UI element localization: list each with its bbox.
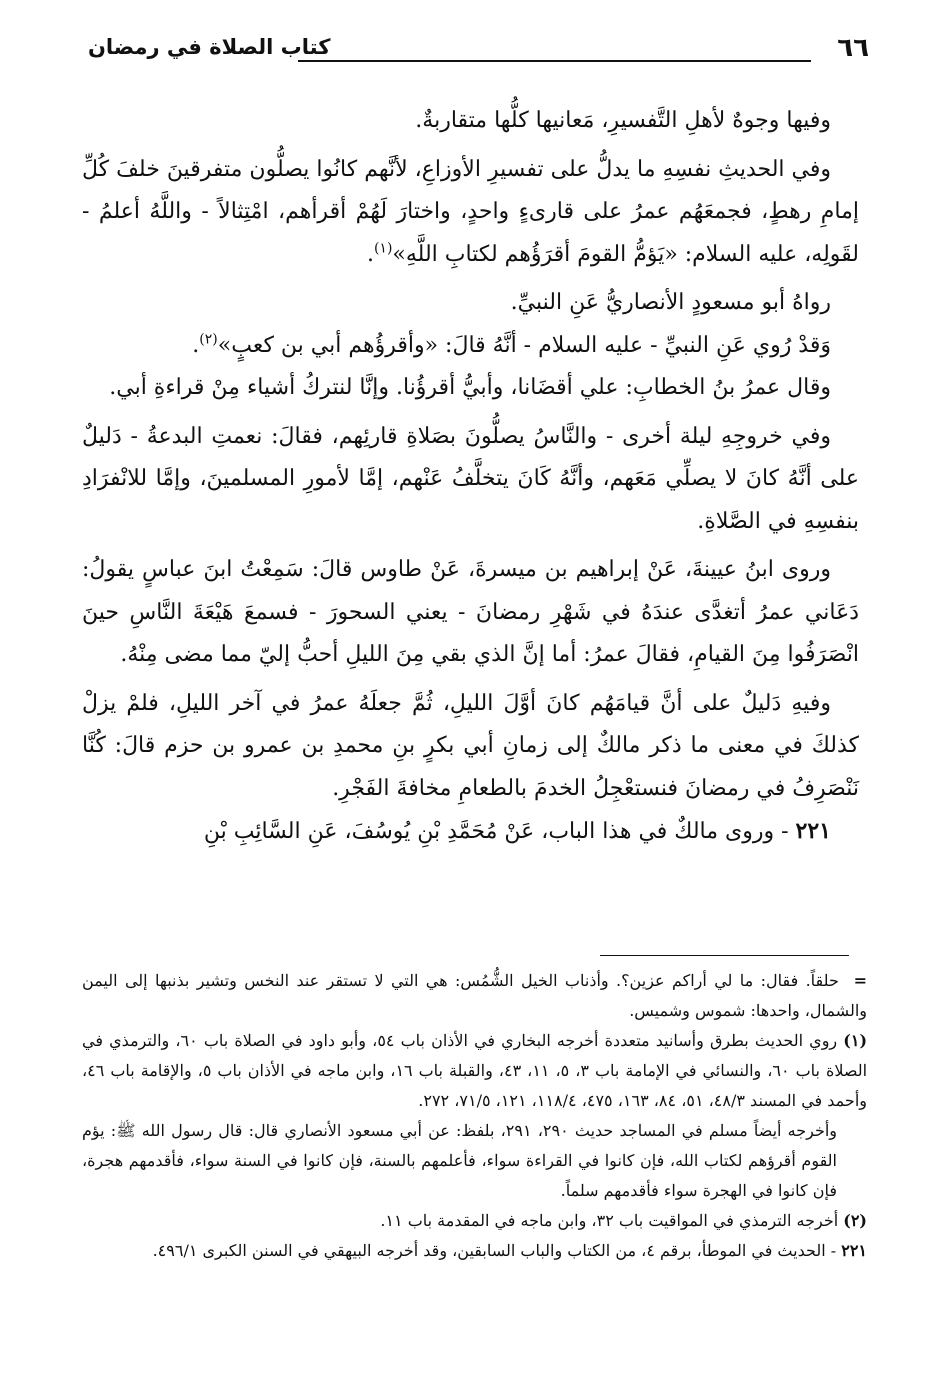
footnote-marker: (٢) xyxy=(199,331,218,348)
hadith-number: ٢٢١ xyxy=(795,818,831,844)
footnote-number: = xyxy=(853,971,867,990)
footnote xyxy=(82,1236,867,1266)
paragraph: وفي خروجِهِ ليلة أخرى - والنَّاسُ يصلُّونَ بصَلاةِ قارئِهم، فقالَ: نعمتِ البدعةُ - دَليلٌ على أنَّهُ كانَ لا يصلِّي مَعَهم، وأنَّهُ كَانَ يتخلَّفُ عَنْهم، إمَّا لأمورِ المسلمينَ، وإمَّا للانْفرَادِ بنفسِهِ في الصَّلاةِ. xyxy=(82,423,859,534)
footnote xyxy=(82,966,867,1026)
footnote-text: أخرجه الترمذي في المواقيت باب ٣٢، وابن ماجه في المقدمة باب ١١. xyxy=(380,1211,839,1230)
footnote-text: حلقاً. فقال: ما لي أراكم عزين؟. وأذناب الخيل الشُّمُس: هي التي لا تستقر عند النخس وتشير بذنبها إلى اليمن والشمال، واحدها: شموس وشميس. xyxy=(82,971,867,1020)
paragraph: وَقدْ رُوي عَنِ النبيِّ - عليه السلام - أنَّهُ قالَ: «وأقرؤُهم أبي بن كعبٍ»$^{(٢)}$. xyxy=(192,331,831,358)
paragraph: وقال عمرُ بنُ الخطابِ: علي أقضَانا، وأبيُّ أقرؤُنا. وإنَّا لنتركُ أشياء مِنْ قراءةِ أبي. xyxy=(109,375,831,400)
footnote-number: (١) xyxy=(843,1031,868,1050)
footnote xyxy=(82,1026,867,1116)
paragraph-text: - وروى مالكٌ في هذا الباب، عَنْ مُحَمَّدِ بْنِ يُوسُفَ، عَنِ السَّائِبِ بْنِ xyxy=(203,819,789,844)
main-text xyxy=(82,100,859,854)
page-number: ٦٦ xyxy=(837,33,869,63)
footnote-text: - الحديث في الموطأ، برقم ٤، من الكتاب والباب السابقين، وقد أخرجه البيهقي في السنن الكبرى ٤٩٦/١. xyxy=(152,1241,837,1260)
footnote: وأخرجه أيضاً مسلم في المساجد حديث ٢٩٠، ٢٩١، بلفظ: عن أبي مسعود الأنصاري قال: قال رسول الله ﷺ: يؤم القوم أقرؤهم لكتاب الله، فإن كانوا في القراءة سواء، فأعلمهم بالسنة، فإن كانوا في السنة سواء، فأقدمهم هجرة، فإن كانوا في الهجرة سواء فأقدمهم سلماً. xyxy=(82,1121,838,1200)
paragraph: وروى ابنُ عيينةَ، عَنْ إبراهيم بن ميسرةَ، عَنْ طاوس قالَ: سَمِعْتُ ابنَ عباسٍ يقولُ: دَعَاني عمرُ أتغدَّى عندَهُ في شَهْرِ رمضانَ - يعني السحورَ - فسمعَ هَيْعَةَ النَّاسِ حينَ انْصَرَفُوا مِنَ القيامِ، فقالَ عمرُ: أما إنَّ الذي بقي مِنَ الليلِ أحبُّ إليّ مما مضى مِنْهُ. xyxy=(82,557,859,667)
header-rule xyxy=(298,60,811,62)
paragraph: وفي الحديثِ نفسِهِ ما يدلُّ على تفسيرِ الأوزاعِ، لأنَّهم كانُوا يصلُّون متفرقينَ خلفَ كُلِّ إمامِ رهطٍ، فجمعَهُم عمرُ على قارىءٍ واحدٍ، واختارَ لَهُمْ أقرأهم، امْتِثالاً - واللَّهُ أعلمُ - لقَولِه، عليه السلام: «يَؤمُّ القومَ أقرَؤُهم لكتابِ اللَّهِ»$^{(١)}$. xyxy=(82,156,859,267)
footnote-number: (٢) xyxy=(843,1211,867,1230)
footnote-number: ٢٢١ xyxy=(841,1241,867,1260)
page-header xyxy=(88,33,869,69)
paragraph-text: وفي الحديثِ نفسِهِ ما يدلُّ على تفسيرِ الأوزاعِ، لأنَّهم كانُوا يصلُّون متفرقينَ خلفَ كُلِّ إمامِ رهطٍ، فجمعَهُم عمرُ على قارىءٍ واحدٍ، واختارَ لَهُمْ أقرأهم، امْتِثالاً - واللَّهُ أعلمُ - لقَولِه، عليه السلام: «يَؤمُّ القومَ أقرَؤُهم لكتابِ اللَّهِ» xyxy=(82,156,859,267)
paragraph: رواهُ أبو مسعودٍ الأنصاريُّ عَنِ النبيِّ. xyxy=(510,290,831,315)
paragraph: وفيهِ دَليلٌ على أنَّ قيامَهُم كانَ أوَّلَ الليلِ، ثُمَّ جعلَهُ عمرُ في آخر الليلِ، فلمْ يزلْ كذلكَ في معنى ما ذكر مالكٌ إلى زمانِ أبي بكرٍ بنِ محمدِ بن عمرو بن حزم قالَ: كُنَّا نَنْصَرِفُ في رمضانَ فنستعْجِلُ الخدمَ بالطعامِ مخافةَ الفَجْرِ. xyxy=(82,690,859,801)
paragraph xyxy=(82,810,859,854)
footnote-text: روي الحديث بطرق وأسانيد متعددة أخرجه البخاري في الأذان باب ٥٤، وأبو داود في الصلاة باب ٦٠، والترمذي في الصلاة باب ٦٠، والنسائي في الإمامة باب ٣، ٥، ١١، ٤٣، والقبلة باب ١٦، وابن ماجه في الأذان باب ٥، والإقامة باب ٤٦، وأحمد في المسند ٤٨/٣، ٥١، ٨٤، ١٦٣، ٤٧٥، ١١٨/٤، ١٢١، ٧١/٥، ٢٧٢. xyxy=(82,1031,868,1110)
footnote-marker: (١) xyxy=(373,240,393,257)
footnote xyxy=(82,1206,867,1236)
paragraph-text: وَقدْ رُوي عَنِ النبيِّ - عليه السلام - أنَّهُ قالَ: «وأقرؤُهم أبي بن كعبٍ» xyxy=(217,332,831,358)
footnotes xyxy=(82,966,867,1266)
footnote-separator xyxy=(600,955,849,956)
paragraph: وفيها وجوهٌ لأهلِ التَّفسيرِ، مَعانيها كلُّها متقاربةٌ. xyxy=(415,108,831,133)
running-title: كتاب الصلاة في رمضان xyxy=(88,35,331,59)
